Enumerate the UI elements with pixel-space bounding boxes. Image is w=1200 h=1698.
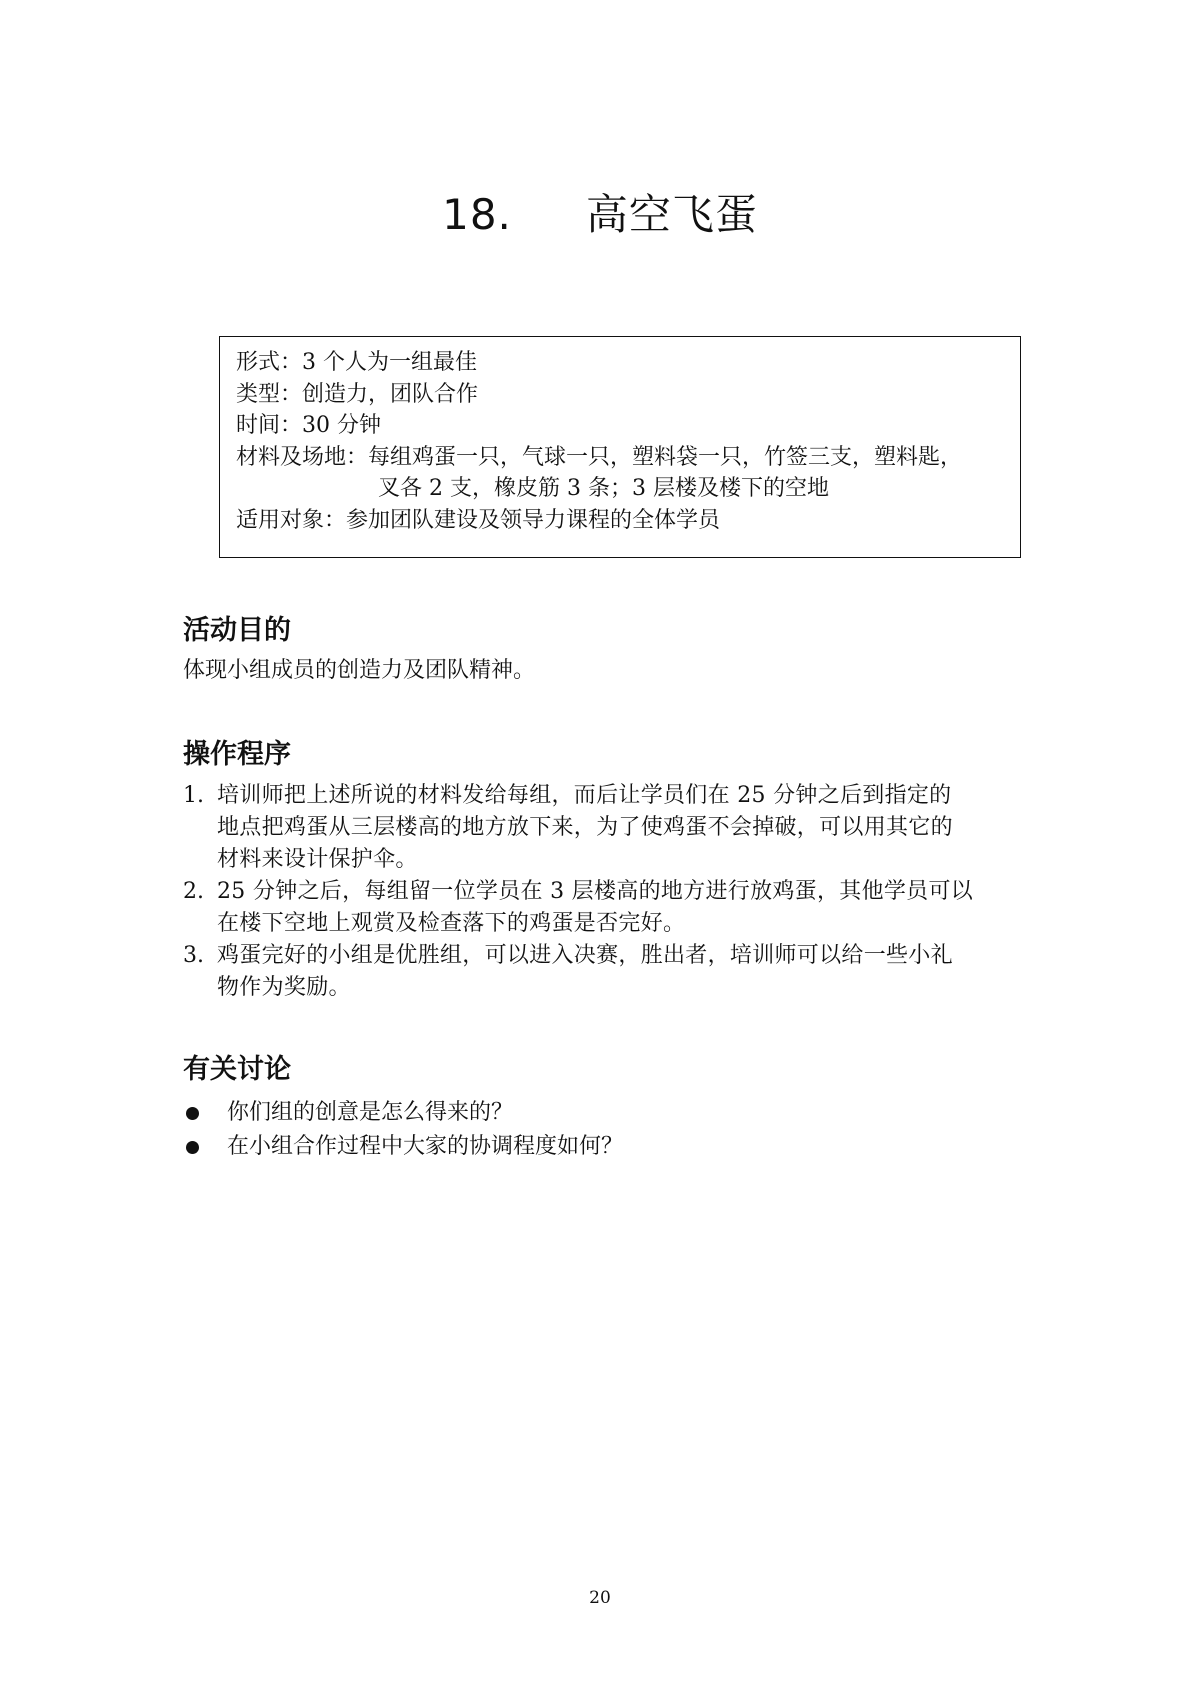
title-text: 高空飞蛋 (585, 190, 758, 239)
title-number: 18. (442, 190, 512, 239)
page-title (0, 182, 1200, 242)
info-materials-line2: 叉各 2 支，橡皮筋 3 条；3 层楼及楼下的空地 (378, 476, 829, 501)
list-item (183, 1096, 623, 1130)
info-audience: 适用对象：参加团队建设及领导力课程的全体学员 (236, 507, 721, 533)
bullet-icon (186, 1141, 199, 1154)
objective-text: 体现小组成员的创造力及团队精神。 (183, 658, 536, 683)
step-line: 25 分钟之后，每组留一位学员在 3 层楼高的地方进行放鸡蛋，其他学员可以 (217, 879, 974, 904)
step-number: 1. (183, 783, 204, 808)
procedure-steps (183, 780, 1023, 1004)
procedure-step (183, 940, 1023, 1004)
step-line: 在楼下空地上观赏及检查落下的鸡蛋是否完好。 (217, 911, 686, 936)
procedure-step (183, 780, 1023, 876)
procedure-step (183, 876, 1023, 940)
info-type: 类型：创造力，团队合作 (236, 381, 479, 407)
discussion-list (183, 1096, 623, 1164)
step-line: 地点把鸡蛋从三层楼高的地方放下来，为了使鸡蛋不会掉破，可以用其它的 (217, 815, 953, 840)
objective-heading: 活动目的 (183, 615, 291, 646)
info-materials-line1: 材料及场地：每组鸡蛋一只，气球一只，塑料袋一只，竹签三支，塑料匙， (236, 444, 963, 470)
step-line: 材料来设计保护伞。 (217, 847, 418, 872)
step-line: 鸡蛋完好的小组是优胜组，可以进入决赛，胜出者，培训师可以给一些小礼 (217, 943, 953, 968)
step-line: 物作为奖励。 (217, 975, 351, 1000)
discussion-item-text: 你们组的创意是怎么得来的？ (227, 1100, 514, 1125)
page-number: 20 (589, 1588, 611, 1608)
list-item (183, 1130, 623, 1164)
discussion-heading: 有关讨论 (183, 1054, 291, 1085)
procedure-heading: 操作程序 (183, 739, 291, 770)
step-number: 2. (183, 879, 204, 904)
bullet-icon (186, 1107, 199, 1120)
step-number: 3. (183, 943, 204, 968)
info-format: 形式：3 个人为一组最佳 (236, 350, 477, 375)
discussion-item-text: 在小组合作过程中大家的协调程度如何？ (227, 1134, 624, 1159)
activity-info-box (219, 336, 1021, 558)
info-time: 时间：30 分钟 (236, 413, 381, 438)
step-line: 培训师把上述所说的材料发给每组，而后让学员们在 25 分钟之后到指定的 (217, 783, 952, 808)
